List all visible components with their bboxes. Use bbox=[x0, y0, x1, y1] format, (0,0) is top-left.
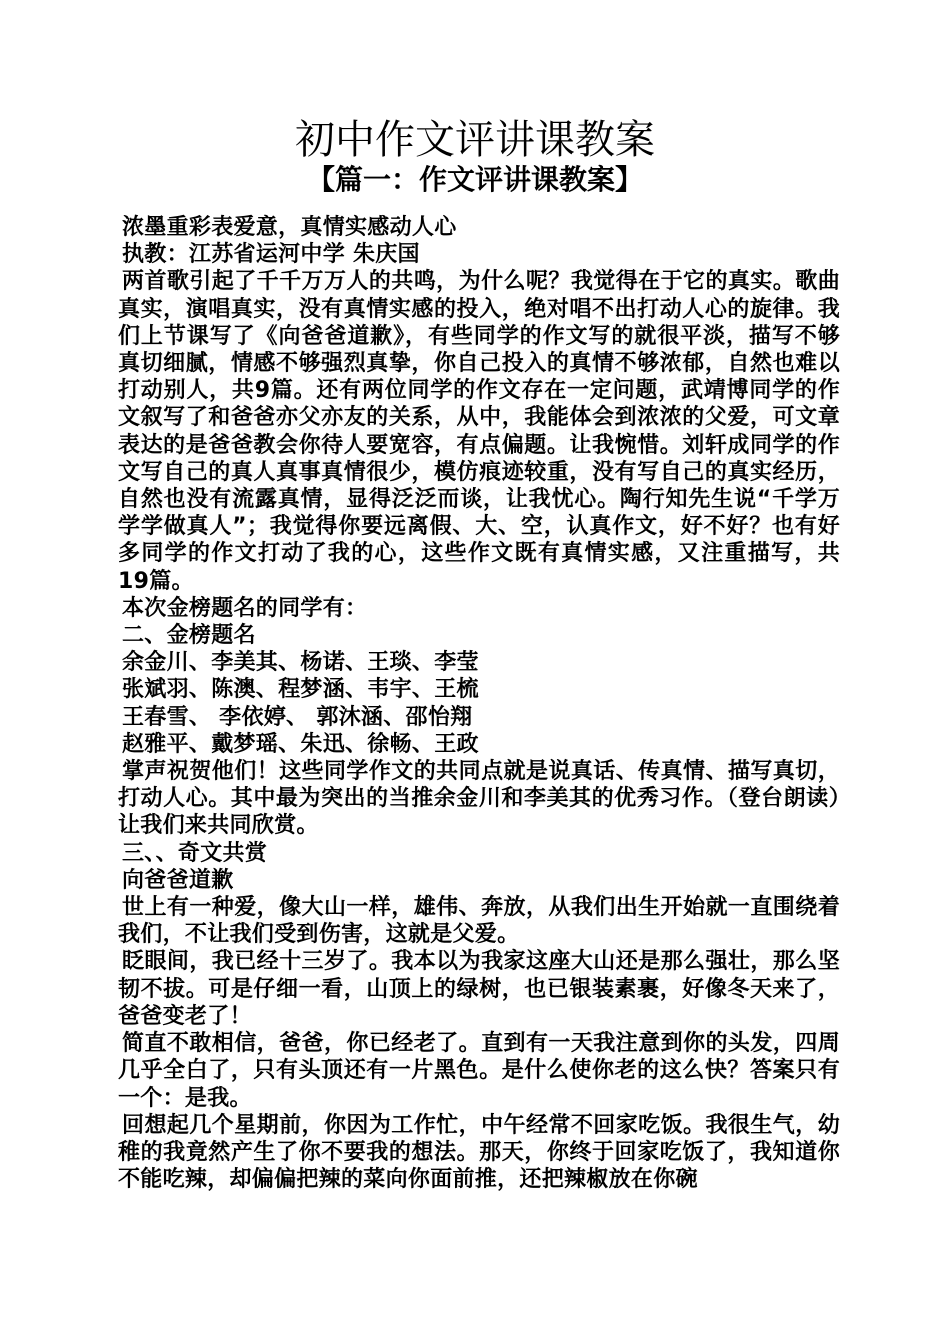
essay-title: 向爸爸道歉 bbox=[122, 867, 234, 893]
document-title: 初中作文评讲课教案 bbox=[295, 117, 655, 163]
document-body bbox=[118, 214, 840, 1193]
paragraph-congrats: 掌声祝贺他们！这些同学作文的共同点就是说真话、传真情、描写真切，打动人心。其中最为突出的当推余金川和李美其的优秀习作。（登台朗读）让我们来共同欣赏。 bbox=[118, 759, 840, 839]
name-list-row: 王春雪、 李依婷、 郭沐涵、邵怡翔 bbox=[122, 704, 473, 730]
name-list-row: 张斌羽、陈澳、程梦涵、韦宇、王梳 bbox=[122, 677, 479, 703]
essay-paragraph: 世上有一种爱，像大山一样，雄伟、奔放，从我们出生开始就一直围绕着我们，不让我们受到伤害，这就是父爱。 bbox=[118, 895, 840, 948]
name-list-row: 余金川、李美其、杨诺、王琰、李莹 bbox=[122, 650, 479, 676]
document-subtitle: 【篇一：作文评讲课教案】 bbox=[306, 163, 643, 196]
essay-paragraph: 眨眼间，我已经十三岁了。我本以为我家这座大山还是那么强壮，那么坚韧不拔。可是仔细一看，山顶上的绿树，也已银装素裹，好像冬天来了，爸爸变老了！ bbox=[118, 949, 840, 1029]
name-list-row: 赵雅平、戴梦瑶、朱迅、徐畅、王政 bbox=[122, 731, 479, 757]
section-heading-2: 二、金榜题名 bbox=[122, 623, 256, 649]
paragraph-intro: 两首歌引起了千千万万人的共鸣，为什么呢？我觉得在于它的真实。歌曲真实，演唱真实，没有真情实感的投入，绝对唱不出打动人心的旋律。我们上节课写了《向爸爸道歉》，有些同学的作文写的就很平淡，描写不够真切细腻，情感不够强烈真挚，你自己投入的真情不够浓郁，自然也难以打动别人，共9篇。还有两位同学的作文存在一定问题，武靖博同学的作文叙写了和爸爸亦父亦友的关系，从中，我能体会到浓浓的父爱，可文章表达的是爸爸教会你待人要宽容，有点偏题。让我惋惜。刘轩成同学的作文写自己的真人真事真情很少，模仿痕迹较重，没有写自己的真实经历，自然也没有流露真情，显得泛泛而谈，让我忧心。陶行知先生说“千学万学学做真人”；我觉得你要远离假、大、空，认真作文，好不好？也有好多同学的作文打动了我的心，这些作文既有真情实感，又注重描写，共19篇。 bbox=[118, 269, 840, 594]
paragraph-lesson-title: 浓墨重彩表爱意，真情实感动人心 bbox=[122, 215, 457, 240]
paragraph-teacher: 执教：江苏省运河中学 朱庆国 bbox=[122, 242, 420, 268]
paragraph-honor-list-intro: 本次金榜题名的同学有： bbox=[122, 595, 368, 621]
essay-paragraph: 回想起几个星期前，你因为工作忙，中午经常不回家吃饭。我很生气，幼稚的我竟然产生了你不要我的想法。那天，你终于回家吃饭了，我知道你不能吃辣，却偏偏把辣的菜向你面前推，还把辣椒放在你碗 bbox=[118, 1112, 840, 1193]
section-heading-3: 三、、奇文共赏 bbox=[122, 840, 268, 866]
essay-paragraph: 简直不敢相信，爸爸，你已经老了。直到有一天我注意到你的头发，四周几乎全白了，只有头顶还有一片黑色。是什么使你老的这么快？答案只有一个：是我。 bbox=[118, 1031, 840, 1111]
